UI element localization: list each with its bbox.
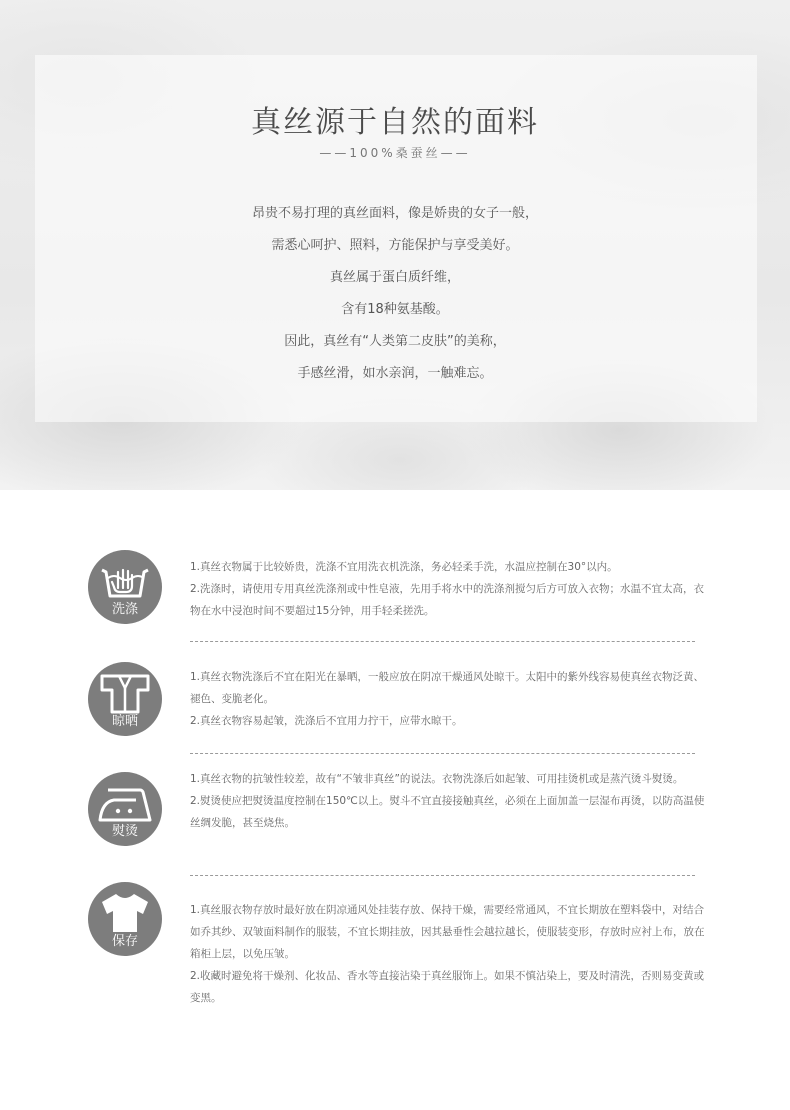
dashed-divider bbox=[190, 875, 695, 876]
iron-icon bbox=[88, 772, 162, 846]
hero-line: 因此，真丝有“人类第二皮肤”的美称， bbox=[284, 334, 506, 349]
care-text bbox=[190, 768, 710, 834]
hero-description bbox=[0, 204, 790, 396]
care-instructions bbox=[30, 490, 760, 1090]
drying-shirt-icon bbox=[88, 662, 162, 736]
care-paragraph: 2.收藏时避免将干燥剂、化妆品、香水等直接沾染于真丝服饰上。如果不慎沾染上，要及时清洗，否则易变黄或变黑。 bbox=[190, 970, 705, 1004]
care-label: 晾晒 bbox=[111, 714, 138, 729]
dashed-divider bbox=[190, 753, 695, 754]
care-paragraph: 1.真丝服衣物存放时最好放在阴凉通风处挂装存放、保持干燥，需要经常通风，不宜长期放在塑料袋中，对结合如乔其纱、双皱面料制作的服装，不宜长期挂放，因其悬垂性会越拉越长，使服装变形，存放时应衬上布，放在箱柜上层，以免压皱。 bbox=[190, 904, 705, 960]
care-label: 保存 bbox=[111, 934, 138, 949]
hero-line: 需悉心呵护、照料，方能保护与享受美好。 bbox=[271, 238, 519, 253]
care-label: 熨烫 bbox=[111, 824, 138, 839]
hero-banner bbox=[0, 0, 790, 490]
hero-line: 真丝属于蛋白质纤维， bbox=[329, 270, 460, 285]
t-shirt-icon bbox=[88, 882, 162, 956]
care-paragraph: 2.熨烫使应把熨烫温度控制在150℃以上。熨斗不宜直接接触真丝，必须在上面加盖一层湿布再烫，以防高温使丝绸发脆，甚至烧焦。 bbox=[190, 795, 705, 829]
care-text bbox=[190, 556, 710, 622]
care-label: 洗涤 bbox=[111, 602, 138, 617]
care-paragraph: 1.真丝衣物的抗皱性较差，故有“不皱非真丝”的说法。衣物洗涤后如起皱、可用挂烫机或是蒸汽烫斗熨烫。 bbox=[190, 773, 684, 785]
hero-line: 手感丝滑，如水亲润，一触难忘。 bbox=[297, 366, 493, 381]
care-paragraph: 2.真丝衣物容易起皱，洗涤后不宜用力拧干，应带水晾干。 bbox=[190, 715, 463, 727]
wash-basin-hand-icon bbox=[88, 550, 162, 624]
care-paragraph: 1.真丝衣物属于比较娇贵，洗涤不宜用洗衣机洗涤，务必轻柔手洗，水温应控制在30°以内。 bbox=[190, 561, 618, 573]
care-text bbox=[190, 899, 710, 1009]
hero-subtitle: ——100%桑蚕丝—— bbox=[319, 146, 471, 160]
care-text bbox=[190, 666, 710, 732]
hero-line: 昂贵不易打理的真丝面料，像是娇贵的女子一般， bbox=[251, 206, 538, 221]
care-paragraph: 2.洗涤时，请使用专用真丝洗涤剂或中性皂液，先用手将水中的洗涤剂搅匀后方可放入衣物；水温不宜太高，衣物在水中浸泡时间不要超过15分钟，用手轻柔搓洗。 bbox=[190, 583, 705, 617]
care-paragraph: 1.真丝衣物洗涤后不宜在阳光在暴晒，一般应放在阴凉干燥通风处晾干。太阳中的紫外线容易使真丝衣物泛黄、褪色、变脆老化。 bbox=[190, 671, 705, 705]
dashed-divider bbox=[190, 641, 695, 642]
hero-line: 含有18种氨基酸。 bbox=[341, 302, 449, 317]
hero-title: 真丝源于自然的面料 bbox=[251, 105, 539, 140]
